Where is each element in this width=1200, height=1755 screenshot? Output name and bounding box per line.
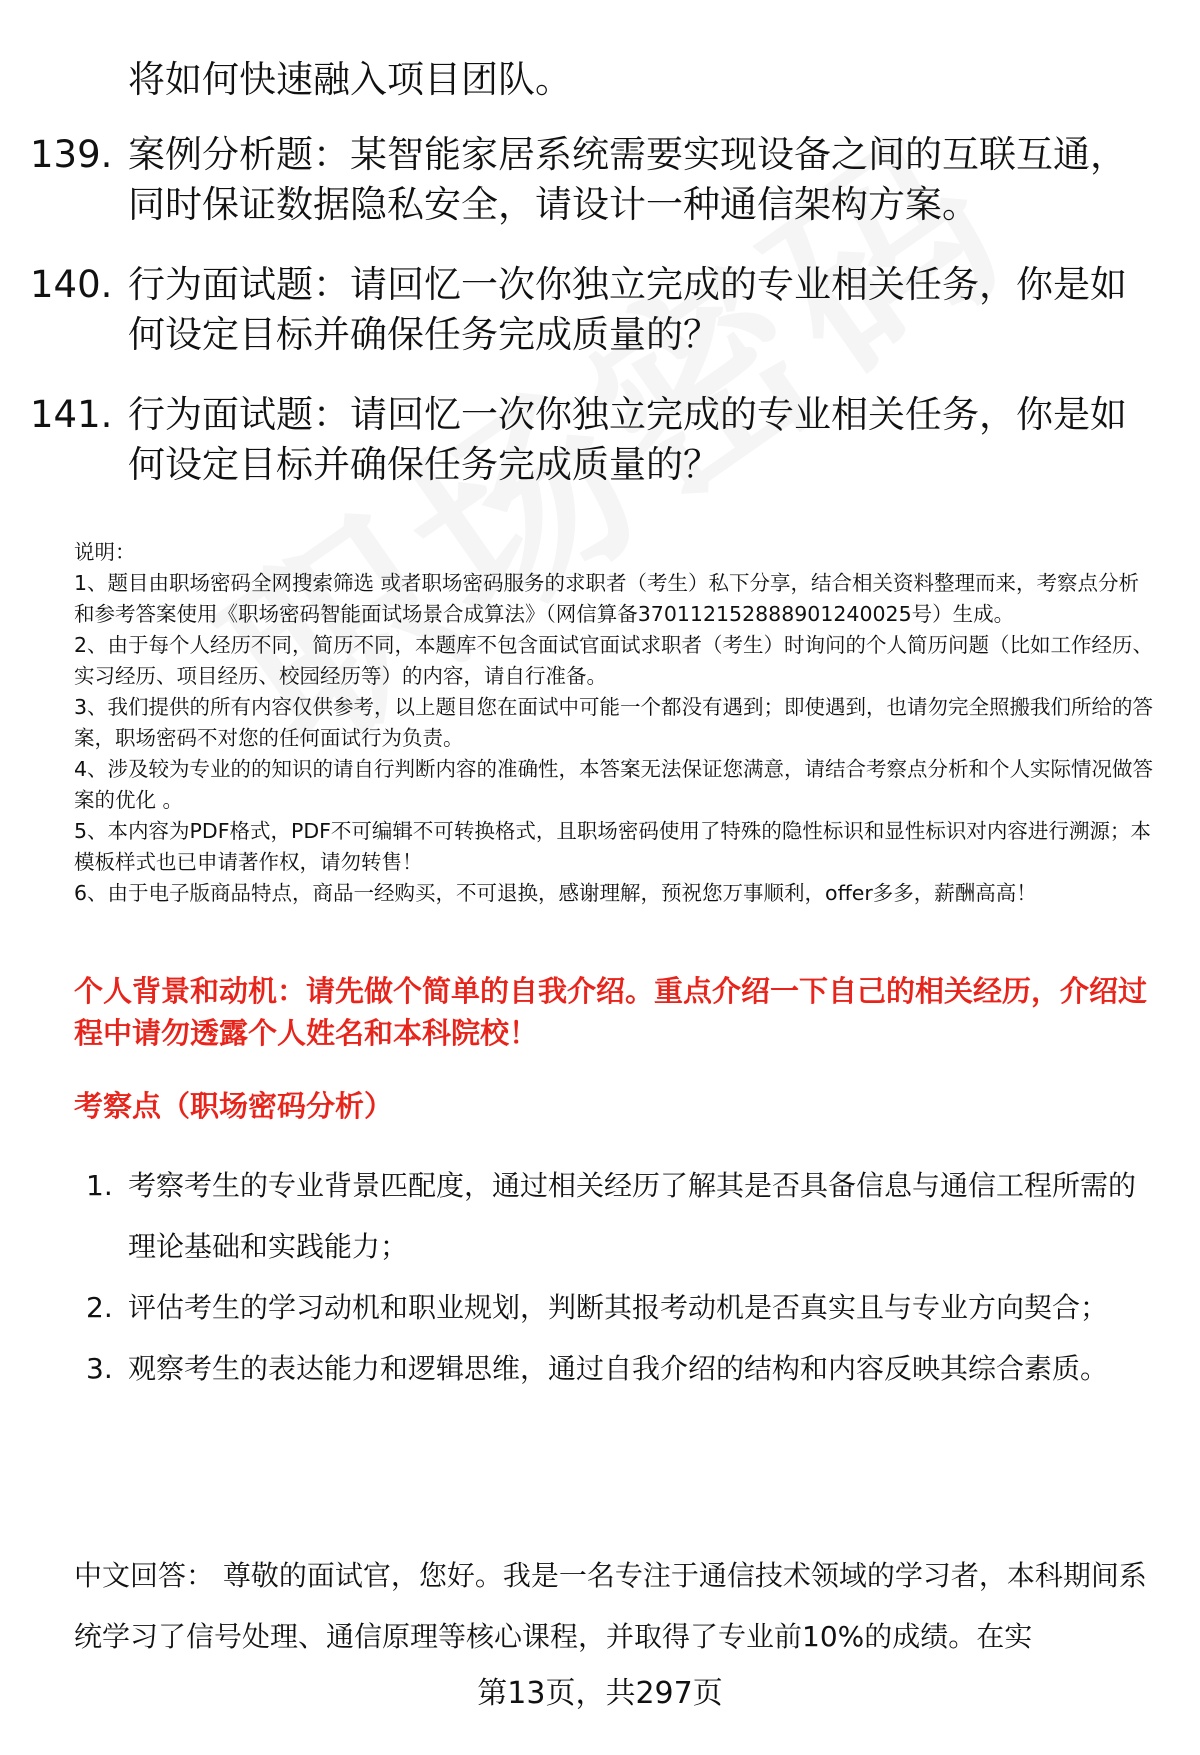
chinese-answer (74, 1545, 1160, 1667)
note-item: 6、由于电子版商品特点，商品一经购买，不可退换，感谢理解，预祝您万事顺利，offer多多，薪酬高高！ (74, 881, 1037, 905)
analysis-title: 考察点（职场密码分析） (74, 1089, 394, 1123)
interview-question-title: 个人背景和动机：请先做个简单的自我介绍。重点介绍一下自己的相关经历，介绍过程中请勿透露个人姓名和本科院校！ (74, 974, 1148, 1050)
analysis-point (74, 1338, 1160, 1399)
note-item: 4、涉及较为专业的的知识的请自行判断内容的准确性，本答案无法保证您满意，请结合考察点分析和个人实际情况做答案的优化 。 (74, 757, 1154, 812)
point-text: 考察考生的专业背景匹配度，通过相关经历了解其是否具备信息与通信工程所需的理论基础和实践能力； (128, 1169, 1137, 1263)
note-item: 2、由于每个人经历不同，简历不同，本题库不包含面试官面试求职者（考生）时询问的个人简历问题（比如工作经历、实习经历、项目经历、校园经历等）的内容，请自行准备。 (74, 633, 1154, 688)
answer-text: 尊敬的面试官，您好。我是一名专注于通信技术领域的学习者，本科期间系统学习了信号处理、通信原理等核心课程，并取得了专业前10%的成绩。在实 (74, 1559, 1147, 1653)
analysis-points (74, 1155, 1160, 1399)
question-text: 案例分析题：某智能家居系统需要实现设备之间的互联互通，同时保证数据隐私安全，请设计一种通信架构方案。 (128, 133, 1127, 226)
note-item: 5、本内容为PDF格式，PDF不可编辑不可转换格式，且职场密码使用了特殊的隐性标识和显性标识对内容进行溯源；本模板样式也已申请著作权，请勿转售！ (74, 819, 1151, 874)
question-text: 将如何快速融入项目团队。 (128, 58, 572, 101)
note-item: 1、题目由职场密码全网搜索筛选 或者职场密码服务的求职者（考生）私下分享，结合相关资料整理而来，考察点分析和参考答案使用《职场密码智能面试场景合成算法》（网信算备370112152888901240025号）生成。 (74, 571, 1140, 626)
point-number: 3. (86, 1352, 113, 1385)
notes-title: 说明： (74, 540, 136, 564)
answer-label: 中文回答： (74, 1559, 215, 1592)
point-number: 1. (86, 1169, 113, 1202)
question-text: 行为面试题：请回忆一次你独立完成的专业相关任务，你是如何设定目标并确保任务完成质量的？ (128, 263, 1127, 356)
disclaimer-notes (74, 537, 1155, 909)
analysis-point (74, 1155, 1160, 1277)
question-number: 139. (30, 133, 113, 176)
note-item: 3、我们提供的所有内容仅供参考，以上题目您在面试中可能一个都没有遇到；即使遇到，也请勿完全照搬我们所给的答案，职场密码不对您的任何面试行为负责。 (74, 695, 1154, 750)
point-text: 观察考生的表达能力和逻辑思维，通过自我介绍的结构和内容反映其综合素质。 (128, 1352, 1109, 1385)
analysis-point (74, 1277, 1160, 1338)
question-text: 行为面试题：请回忆一次你独立完成的专业相关任务，你是如何设定目标并确保任务完成质量的？ (128, 393, 1127, 486)
point-text: 评估考生的学习动机和职业规划，判断其报考动机是否真实且与专业方向契合； (128, 1291, 1109, 1324)
question-number: 140. (30, 263, 113, 306)
point-number: 2. (86, 1291, 113, 1324)
page-footer: 第13页，共297页 (477, 1676, 723, 1711)
question-number: 141. (30, 393, 113, 436)
